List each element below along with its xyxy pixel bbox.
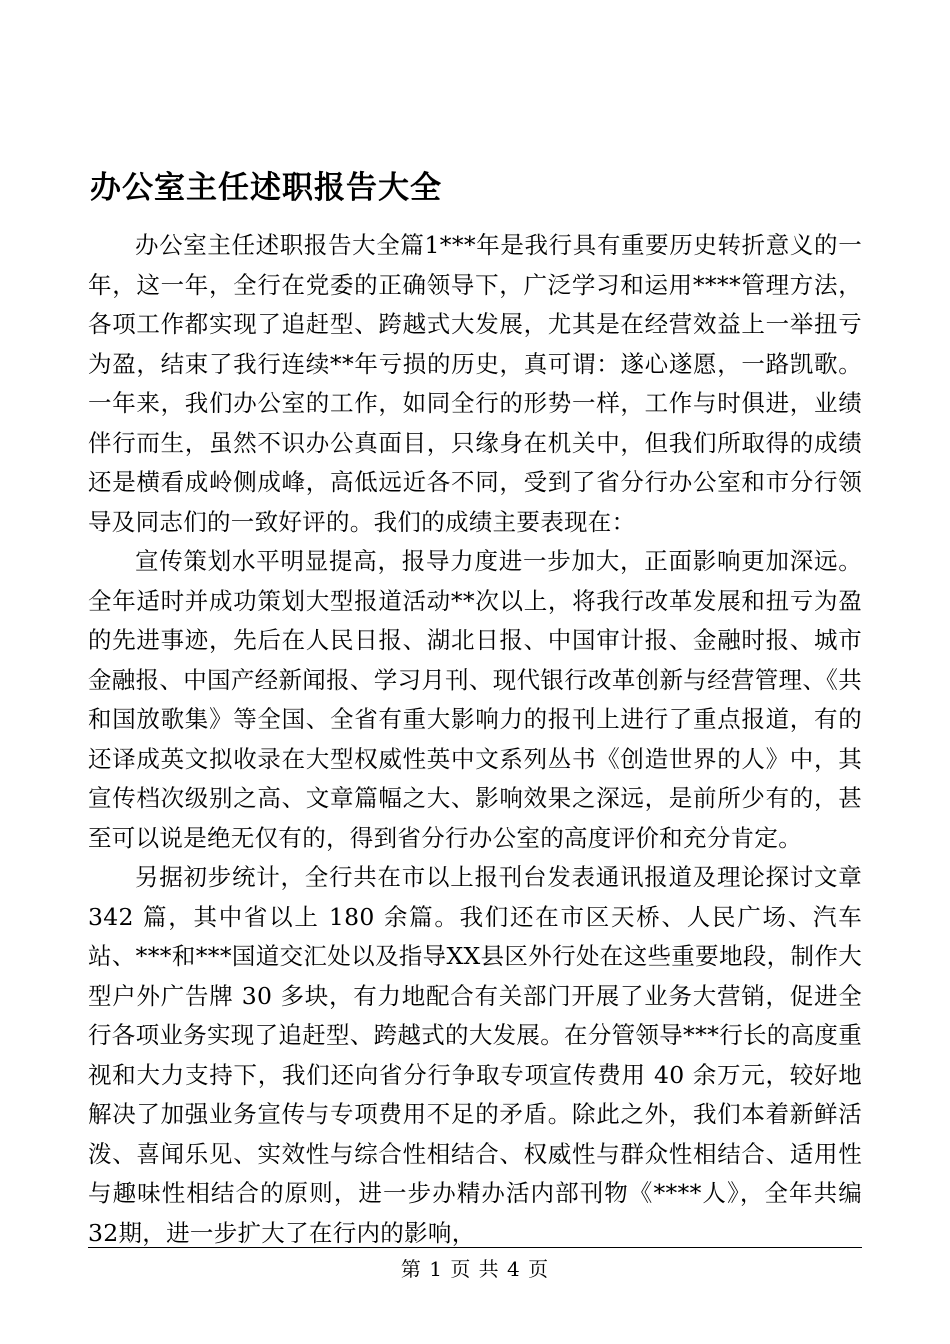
document-body [88,226,862,1253]
paragraph-3: 另据初步统计，全行共在市以上报刊台发表通讯报道及理论探讨文章 342 篇，其中省以上 180 余篇。我们还在市区天桥、人民广场、汽车站、***和***国道交汇处以及指导XX县区外行处在这些重要地段，制作大型户外广告牌 30 多块，有力地配合有关部门开展了业务大营销，促进全行各项业务实现了追赶型、跨越式的大发展。在分管领导***行长的高度重视和大力支持下，我们还向省分行争取专项宣传费用 40 余万元，较好地解决了加强业务宣传与专项费用不足的矛盾。除此之外，我们本着新鲜活泼、喜闻乐见、实效性与综合性相结合、权威性与群众性相结合、适用性与趣味性相结合的原则，进一步办精办活内部刊物《****人》，全年共编32期，进一步扩大了在行内的影响， [88,863,862,1247]
paragraph-1: 办公室主任述职报告大全篇1***年是我行具有重要历史转折意义的一年，这一年，全行在党委的正确领导下，广泛学习和运用****管理方法，各项工作都实现了追赶型、跨越式大发展，尤其是在经营效益上一举扭亏为盈，结束了我行连续**年亏损的历史，真可谓：遂心遂愿，一路凯歌。一年来，我们办公室的工作，如同全行的形势一样，工作与时俱进，业绩伴行而生，虽然不识办公真面目，只缘身在机关中，但我们所取得的成绩还是横看成岭侧成峰，高低远近各不同，受到了省分行办公室和市分行领导及同志们的一致好评的。我们的成绩主要表现在： [88,231,862,536]
page-footer [0,1253,950,1282]
paragraph-2: 宣传策划水平明显提高，报导力度进一步加大，正面影响更加深远。全年适时并成功策划大型报道活动**次以上，将我行改革发展和扭亏为盈的先进事迹，先后在人民日报、湖北日报、中国审计报、金融时报、城市金融报、中国产经新闻报、学习月刊、现代银行改革创新与经营管理、《共和国放歌集》等全国、全省有重大影响力的报刊上进行了重点报道，有的还译成英文拟收录在大型权威性英中文系列丛书《创造世界的人》中，其宣传档次级别之高、文章篇幅之大、影响效果之深远，是前所少有的，甚至可以说是绝无仅有的，得到省分行办公室的高度评价和充分肯定。 [88,547,862,852]
page-number-label: 第 1 页 共 4 页 [400,1257,550,1281]
footer-divider [88,1247,862,1248]
page-title: 办公室主任述职报告大全 [90,170,442,206]
